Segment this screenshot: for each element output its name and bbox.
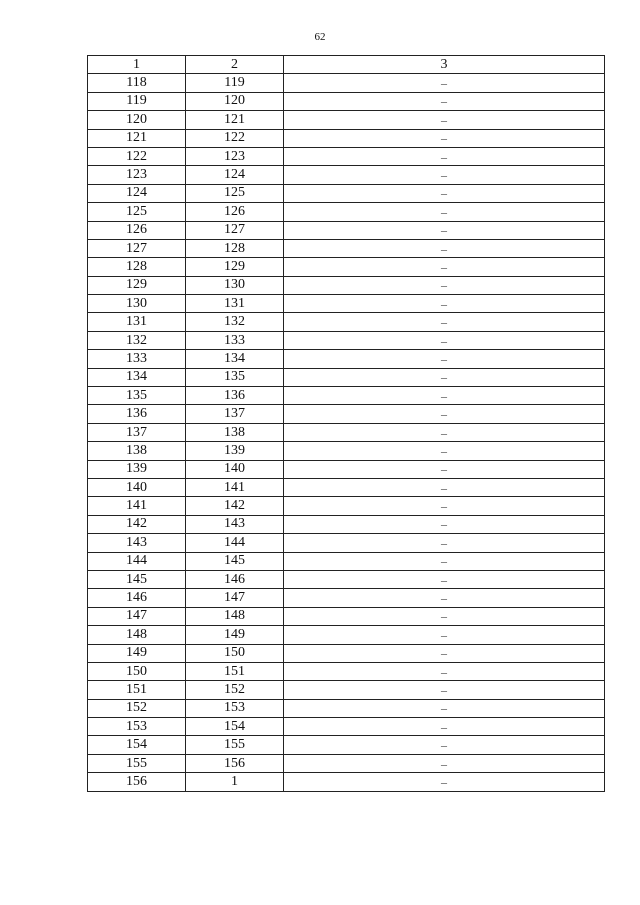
table-cell-col-1: 122: [88, 147, 186, 165]
table-cell-col-2: 142: [186, 497, 284, 515]
table-cell-col-1: 121: [88, 129, 186, 147]
table-cell-col-1: 141: [88, 497, 186, 515]
table-cell-col-1: 151: [88, 681, 186, 699]
table-cell-col-1: 139: [88, 460, 186, 478]
column-header-3: 3: [284, 56, 605, 74]
table-cell-col-1: 144: [88, 552, 186, 570]
table-cell-col-1: 125: [88, 203, 186, 221]
table-cell-col-2: 152: [186, 681, 284, 699]
table-cell-col-1: 119: [88, 92, 186, 110]
table-cell-col-2: 148: [186, 607, 284, 625]
table-cell-col-2: 123: [186, 147, 284, 165]
table-cell-col-2: 155: [186, 736, 284, 754]
table-cell-col-3: –: [284, 626, 605, 644]
table-cell-col-1: 134: [88, 368, 186, 386]
table-cell-col-2: 137: [186, 405, 284, 423]
table-cell-col-3: –: [284, 497, 605, 515]
table-cell-col-3: –: [284, 184, 605, 202]
table-cell-col-1: 156: [88, 773, 186, 791]
table-cell-col-2: 138: [186, 423, 284, 441]
table-row: [88, 350, 605, 368]
table-cell-col-2: 121: [186, 111, 284, 129]
table-cell-col-3: –: [284, 589, 605, 607]
header-row: [88, 56, 605, 74]
table-cell-col-1: 118: [88, 74, 186, 92]
table-cell-col-2: 124: [186, 166, 284, 184]
table-cell-col-1: 138: [88, 442, 186, 460]
table-row: [88, 258, 605, 276]
table-row: [88, 368, 605, 386]
table-cell-col-2: 136: [186, 387, 284, 405]
table-cell-col-3: –: [284, 644, 605, 662]
table-row: [88, 442, 605, 460]
table-cell-col-2: 125: [186, 184, 284, 202]
table-cell-col-2: 144: [186, 534, 284, 552]
table-cell-col-3: –: [284, 221, 605, 239]
table-row: [88, 147, 605, 165]
table-row: [88, 681, 605, 699]
table-cell-col-2: 150: [186, 644, 284, 662]
table-cell-col-1: 154: [88, 736, 186, 754]
table-cell-col-3: –: [284, 442, 605, 460]
table-row: [88, 626, 605, 644]
table-row: [88, 74, 605, 92]
table-row: [88, 239, 605, 257]
table-row: [88, 405, 605, 423]
table-cell-col-3: –: [284, 368, 605, 386]
table-cell-col-1: 120: [88, 111, 186, 129]
table-cell-col-3: –: [284, 736, 605, 754]
table-cell-col-2: 145: [186, 552, 284, 570]
table-cell-col-3: –: [284, 754, 605, 772]
table-row: [88, 662, 605, 680]
table-header: [88, 56, 605, 74]
table-row: [88, 754, 605, 772]
table-cell-col-3: –: [284, 295, 605, 313]
table-cell-col-1: 129: [88, 276, 186, 294]
table-row: [88, 221, 605, 239]
table-cell-col-2: 122: [186, 129, 284, 147]
table-cell-col-3: –: [284, 74, 605, 92]
table-cell-col-1: 150: [88, 662, 186, 680]
data-table: [87, 55, 605, 792]
table-row: [88, 166, 605, 184]
table-cell-col-1: 123: [88, 166, 186, 184]
table-cell-col-3: –: [284, 681, 605, 699]
table-cell-col-3: –: [284, 203, 605, 221]
table-cell-col-2: 146: [186, 570, 284, 588]
table-cell-col-1: 145: [88, 570, 186, 588]
table-cell-col-3: –: [284, 534, 605, 552]
table-cell-col-3: –: [284, 662, 605, 680]
table-cell-col-1: 124: [88, 184, 186, 202]
table-cell-col-3: –: [284, 423, 605, 441]
table-row: [88, 589, 605, 607]
table-row: [88, 423, 605, 441]
table-cell-col-3: –: [284, 387, 605, 405]
table-cell-col-3: –: [284, 552, 605, 570]
table-cell-col-3: –: [284, 92, 605, 110]
table-cell-col-2: 149: [186, 626, 284, 644]
table-row: [88, 203, 605, 221]
table-cell-col-1: 127: [88, 239, 186, 257]
table-cell-col-2: 126: [186, 203, 284, 221]
table-cell-col-1: 143: [88, 534, 186, 552]
table-cell-col-2: 135: [186, 368, 284, 386]
table-cell-col-2: 133: [186, 331, 284, 349]
table-row: [88, 607, 605, 625]
table-cell-col-1: 146: [88, 589, 186, 607]
table-cell-col-1: 126: [88, 221, 186, 239]
table-cell-col-2: 127: [186, 221, 284, 239]
table-cell-col-3: –: [284, 350, 605, 368]
table-row: [88, 295, 605, 313]
table-cell-col-1: 135: [88, 387, 186, 405]
table-cell-col-2: 1: [186, 773, 284, 791]
table-cell-col-3: –: [284, 166, 605, 184]
table-cell-col-3: –: [284, 718, 605, 736]
table-cell-col-3: –: [284, 239, 605, 257]
table-cell-col-2: 131: [186, 295, 284, 313]
table-cell-col-3: –: [284, 276, 605, 294]
table-cell-col-2: 140: [186, 460, 284, 478]
table-cell-col-3: –: [284, 460, 605, 478]
table-cell-col-1: 128: [88, 258, 186, 276]
table-row: [88, 497, 605, 515]
table-cell-col-1: 142: [88, 515, 186, 533]
table-cell-col-2: 153: [186, 699, 284, 717]
table-cell-col-3: –: [284, 699, 605, 717]
table-cell-col-3: –: [284, 607, 605, 625]
table-cell-col-3: –: [284, 147, 605, 165]
table-cell-col-1: 152: [88, 699, 186, 717]
table-row: [88, 718, 605, 736]
table-cell-col-3: –: [284, 313, 605, 331]
table-cell-col-2: 132: [186, 313, 284, 331]
table-cell-col-3: –: [284, 258, 605, 276]
table-row: [88, 129, 605, 147]
table-cell-col-1: 153: [88, 718, 186, 736]
table-cell-col-1: 147: [88, 607, 186, 625]
table-row: [88, 534, 605, 552]
page-number: 62: [314, 31, 326, 43]
table-body: [88, 74, 605, 791]
table-cell-col-3: –: [284, 111, 605, 129]
table-cell-col-3: –: [284, 478, 605, 496]
table-cell-col-1: 148: [88, 626, 186, 644]
table-row: [88, 570, 605, 588]
table-cell-col-2: 130: [186, 276, 284, 294]
table-cell-col-1: 136: [88, 405, 186, 423]
table-row: [88, 184, 605, 202]
table-cell-col-3: –: [284, 570, 605, 588]
table-row: [88, 92, 605, 110]
table-row: [88, 552, 605, 570]
table-cell-col-1: 131: [88, 313, 186, 331]
table-cell-col-2: 141: [186, 478, 284, 496]
table-cell-col-2: 154: [186, 718, 284, 736]
table-cell-col-3: –: [284, 331, 605, 349]
column-header-1: 1: [88, 56, 186, 74]
table-cell-col-1: 132: [88, 331, 186, 349]
table-row: [88, 313, 605, 331]
table-cell-col-3: –: [284, 405, 605, 423]
table-cell-col-2: 156: [186, 754, 284, 772]
table-cell-col-3: –: [284, 773, 605, 791]
table-cell-col-3: –: [284, 129, 605, 147]
table-cell-col-2: 120: [186, 92, 284, 110]
table-cell-col-2: 151: [186, 662, 284, 680]
table-cell-col-3: –: [284, 515, 605, 533]
table-cell-col-1: 130: [88, 295, 186, 313]
table-row: [88, 460, 605, 478]
table-cell-col-1: 149: [88, 644, 186, 662]
table-cell-col-2: 139: [186, 442, 284, 460]
table-row: [88, 736, 605, 754]
table-row: [88, 276, 605, 294]
table-cell-col-1: 133: [88, 350, 186, 368]
table-cell-col-2: 129: [186, 258, 284, 276]
table-cell-col-2: 134: [186, 350, 284, 368]
table-cell-col-1: 137: [88, 423, 186, 441]
table-row: [88, 478, 605, 496]
table-cell-col-2: 143: [186, 515, 284, 533]
table-row: [88, 644, 605, 662]
table-row: [88, 515, 605, 533]
table-row: [88, 773, 605, 791]
table-cell-col-1: 155: [88, 754, 186, 772]
table-cell-col-2: 119: [186, 74, 284, 92]
table-cell-col-2: 147: [186, 589, 284, 607]
table-cell-col-2: 128: [186, 239, 284, 257]
table-row: [88, 387, 605, 405]
table-row: [88, 111, 605, 129]
table-row: [88, 699, 605, 717]
column-header-2: 2: [186, 56, 284, 74]
table-cell-col-1: 140: [88, 478, 186, 496]
table-row: [88, 331, 605, 349]
